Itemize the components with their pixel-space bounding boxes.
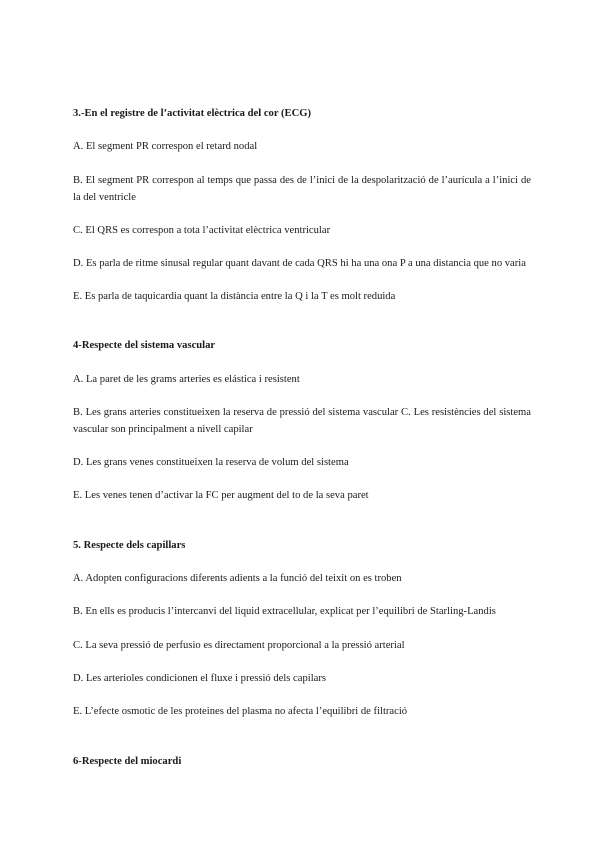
question-3-option-a: A. El segment PR correspon el retard nodal <box>73 141 258 152</box>
question-5-option-e: E. L’efecte osmotic de les proteines del plasma no afecta l’equilibri de filtració <box>73 706 408 717</box>
question-5-option-c: C. La seva pressió de perfusio es directament proporcional a la pressió arterial <box>73 640 405 651</box>
question-6-title: 6-Respecte del miocardi <box>73 756 182 767</box>
question-4-title: 4-Respecte del sistema vascular <box>73 340 216 351</box>
question-4-option-e: E. Les venes tenen d’activar la FC per augment del to de la seva paret <box>73 490 369 501</box>
question-3-title: 3.-En el registre de l’activitat elèctrica del cor (ECG) <box>73 108 311 119</box>
question-3-option-e: E. Es parla de taquicardia quant la distància entre la Q i la T es molt reduida <box>73 291 396 302</box>
question-4-option-d: D. Les grans venes constitueixen la reserva de volum del sistema <box>73 457 349 468</box>
question-5-option-b: B. En ells es producis l’intercanvi del liquid extracellular, explicat per l’equilibri de Starling-Landis <box>73 606 496 617</box>
question-3-option-b: B. El segment PR correspon al temps que passa des de l’inici de la despolarització de l’aurícula a l’inici de la del ventricle <box>73 175 531 203</box>
question-3-option-c: C. El QRS es correspon a tota l’activitat elèctrica ventricular <box>73 225 331 236</box>
question-5-option-a: A. Adopten configuracions diferents adients a la funció del teixit on es troben <box>73 573 402 584</box>
question-4-option-b-c: B. Les grans arteries constitueixen la reserva de pressió del sistema vascular C. Les resistències del sistema vascular son principalment a nivell capilar <box>73 407 531 435</box>
question-3-option-d: D. Es parla de ritme sinusal regular quant davant de cada QRS hi ha una ona P a una distancia que no varia <box>73 258 526 269</box>
question-5-option-d: D. Les arterioles condicionen el fluxe i pressió dels capilars <box>73 673 326 684</box>
question-5-title: 5. Respecte dels capillars <box>73 540 186 551</box>
question-4-option-a: A. La paret de les grams arteries es elástica i resistent <box>73 374 300 385</box>
